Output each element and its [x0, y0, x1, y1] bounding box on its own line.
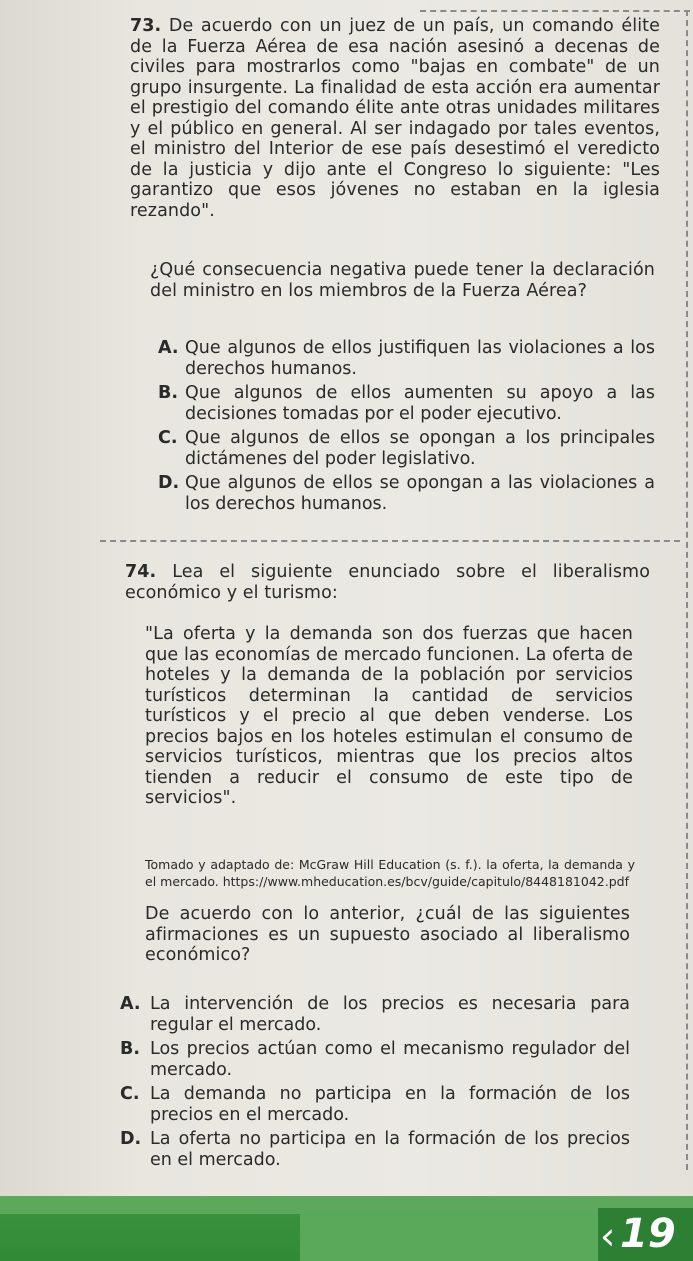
option-letter: B. — [158, 383, 178, 403]
option-text: Que algunos de ellos aumenten su apoyo a las decisiones tomadas por el poder ejecutivo. — [185, 383, 655, 424]
q74-option-c[interactable] — [120, 1084, 630, 1125]
q73-stem-block — [130, 16, 660, 221]
q74-question: De acuerdo con lo anterior, ¿cuál de las siguientes afirmaciones es un supuesto asociado al liberalismo económico? — [145, 904, 630, 965]
page-number: 19 — [620, 1211, 676, 1257]
option-letter: C. — [120, 1084, 140, 1104]
q74-number: 74. — [125, 562, 157, 582]
q74-option-d[interactable] — [120, 1129, 630, 1170]
option-text: La intervención de los precios es necesaria para regular el mercado. — [150, 994, 630, 1035]
q73-number: 73. — [130, 16, 162, 36]
top-dashed-border — [420, 10, 690, 12]
q73-stem: De acuerdo con un juez de un país, un comando élite de la Fuerza Aérea de esa nación asesinó a decenas de civiles para mostrarlos como "bajas en combate" de un grupo insurgente. La finalidad de esta acción era aumentar el prestigio del comando élite ante otras unidades militares y el público en general. Al ser indagado por tales eventos, el ministro del Interior de ese país desestimó el veredicto de la justicia y dijo ante el Congreso lo siguiente: "Les garantizo que esos jóvenes no estaban en la iglesia rezando". — [130, 16, 660, 221]
section-divider — [100, 540, 680, 542]
option-letter: A. — [158, 338, 179, 358]
option-letter: D. — [158, 473, 180, 493]
q73-option-b[interactable] — [158, 383, 655, 424]
q74-option-b[interactable] — [120, 1039, 630, 1080]
option-letter: B. — [120, 1039, 140, 1059]
option-text: Los precios actúan como el mecanismo regulador del mercado. — [150, 1039, 630, 1080]
q73-question: ¿Qué consecuencia negativa puede tener la declaración del ministro en los miembros de la Fuerza Aérea? — [150, 260, 655, 301]
chevron-left-icon: ‹ — [600, 1214, 616, 1258]
option-text: Que algunos de ellos justifiquen las violaciones a los derechos humanos. — [185, 338, 655, 379]
footer-band-stripe — [300, 1212, 620, 1261]
option-letter: D. — [120, 1129, 142, 1149]
q73-option-d[interactable] — [158, 473, 655, 514]
option-text: La demanda no participa en la formación de los precios en el mercado. — [150, 1084, 630, 1125]
option-letter: A. — [120, 994, 141, 1014]
q74-option-a[interactable] — [120, 994, 630, 1035]
option-letter: C. — [158, 428, 178, 448]
option-text: La oferta no participa en la formación de los precios en el mercado. — [150, 1129, 630, 1170]
q74-source: Tomado y adaptado de: McGraw Hill Education (s. f.). la oferta, la demanda y el mercado. https://www.mheducation.es/bcv/guide/capitulo/8448181042.pdf — [145, 857, 635, 889]
q74-intro: Lea el siguiente enunciado sobre el liberalismo económico y el turismo: — [125, 562, 650, 603]
option-text: Que algunos de ellos se opongan a los principales dictámenes del poder legislativo. — [185, 428, 655, 469]
q74-quote: "La oferta y la demanda son dos fuerzas que hacen que las economías de mercado funcionen. La oferta de hoteles y la demanda de la población por servicios turísticos determinan la cantidad de servicios turísticos y el precio al que deben venderse. Los precios bajos en los hoteles estimulan el consumo de servicios turísticos, mientras que los precios altos tienden a reducir el consumo de este tipo de servicios". — [145, 624, 633, 808]
right-dashed-border — [686, 10, 688, 1170]
q73-option-c[interactable] — [158, 428, 655, 469]
q73-option-a[interactable] — [158, 338, 655, 379]
option-text: Que algunos de ellos se opongan a las violaciones a los derechos humanos. — [185, 473, 655, 514]
q74-intro-block — [125, 562, 650, 603]
